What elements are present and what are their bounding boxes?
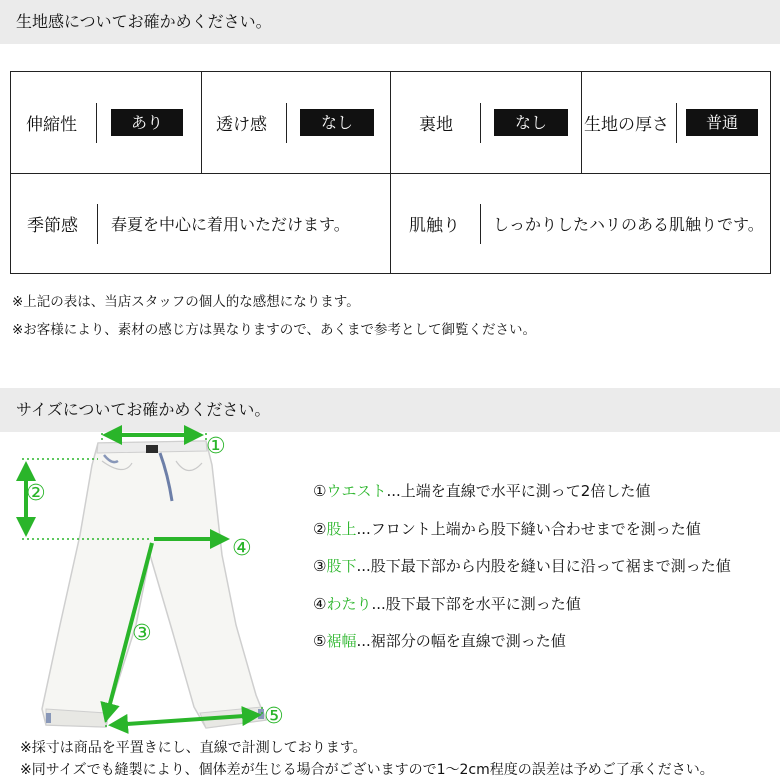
texture-description: しっかりしたハリのある肌触りです。 [493, 215, 764, 234]
fabric-section-title: 生地感についてお確かめください。 [0, 0, 780, 44]
measurement-number: ⑤ [313, 632, 327, 650]
sheerness-cell [202, 72, 390, 173]
fabric-table-row-2 [11, 174, 770, 273]
marker-3: ③ [132, 621, 152, 646]
measurement-number: ① [313, 482, 327, 500]
season-description: 春夏を中心に着用いただけます。 [111, 215, 350, 234]
size-section-title: サイズについてお確かめください。 [0, 388, 780, 432]
fabric-table-row-1 [11, 72, 770, 174]
measurement-desc: ...裾部分の幅を直線で測った値 [356, 632, 566, 650]
measurement-key: ウエスト [326, 482, 387, 500]
measurement-desc: ...フロント上端から股下縫い合わせまでを測った値 [356, 520, 701, 538]
measurement-inseam [313, 555, 731, 576]
marker-4: ④ [232, 536, 252, 561]
pants-diagram [0, 425, 300, 735]
lining-cell [391, 72, 581, 173]
texture-label: 肌触り [409, 216, 460, 236]
marker-1: ① [206, 434, 226, 459]
cell-divider [676, 103, 677, 143]
measurement-key: 裾幅 [326, 632, 357, 650]
thickness-value-badge: 普通 [686, 109, 758, 136]
lining-label: 裏地 [419, 115, 453, 135]
thickness-label: 生地の厚さ [584, 115, 669, 135]
measurement-number: ② [313, 520, 327, 538]
season-label: 季節感 [27, 216, 78, 236]
thickness-cell [582, 72, 770, 173]
measurement-key: わたり [326, 595, 372, 613]
cell-divider [480, 103, 481, 143]
brand-tag [146, 445, 158, 453]
sheerness-label: 透け感 [216, 115, 267, 135]
stretch-value-badge: あり [111, 109, 183, 136]
measurement-number: ③ [313, 557, 327, 575]
measurement-waist [313, 480, 650, 501]
measurement-desc: ...股下最下部から内股を縫い目に沿って裾まで測った値 [356, 557, 731, 575]
lining-value-badge: なし [494, 109, 568, 136]
measurement-desc: ...股下最下部を水平に測った値 [371, 595, 581, 613]
size-footnote-2: ※同サイズでも縫製により、個体差が生じる場合がございますので1～2cm程度の誤差は予めご了承ください。 [20, 762, 714, 778]
measurement-desc: ...上端を直線で水平に測って2倍した値 [386, 482, 651, 500]
texture-cell [391, 174, 770, 273]
measurement-key: 股上 [326, 520, 357, 538]
stretch-label: 伸縮性 [26, 115, 77, 135]
cell-divider [480, 204, 481, 244]
measurement-rise [313, 518, 701, 539]
pants-illustration [42, 441, 266, 728]
fabric-table [10, 71, 771, 274]
marker-2: ② [26, 481, 46, 506]
measurement-hem [313, 630, 566, 651]
cell-divider [96, 103, 97, 143]
measurement-thigh [313, 593, 581, 614]
sheerness-value-badge: なし [300, 109, 374, 136]
stretch-cell [11, 72, 201, 173]
size-footnote-1: ※採寸は商品を平置きにし、直線で計測しております。 [20, 740, 367, 756]
fabric-note-2: ※お客様により、素材の感じ方は異なりますので、あくまで参考として御覧ください。 [12, 322, 537, 338]
season-cell [11, 174, 390, 273]
measurement-key: 股下 [326, 557, 357, 575]
marker-5: ⑤ [264, 704, 284, 729]
measurement-number: ④ [313, 595, 327, 613]
fabric-note-1: ※上記の表は、当店スタッフの個人的な感想になります。 [12, 294, 360, 310]
cell-divider [97, 204, 98, 244]
cell-divider [286, 103, 287, 143]
